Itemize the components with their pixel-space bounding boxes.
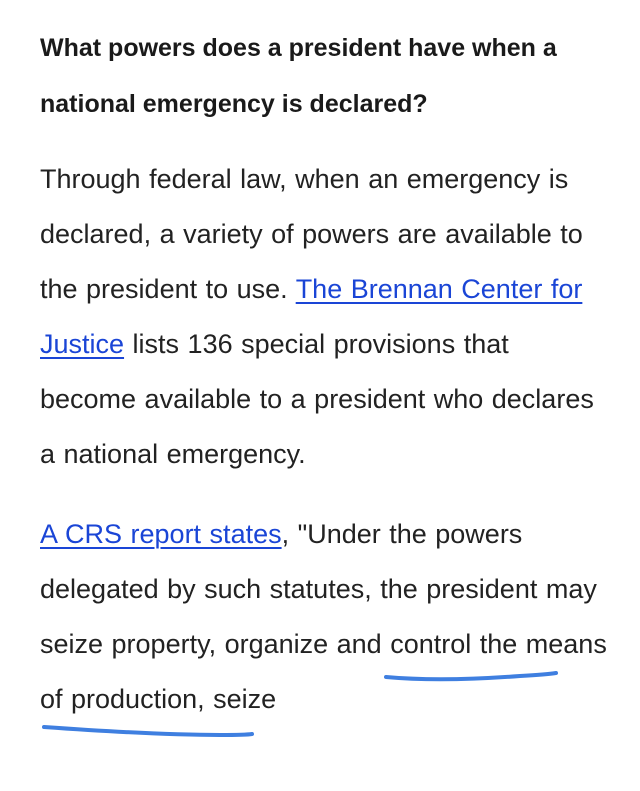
paragraph-emergency-powers bbox=[40, 152, 608, 482]
paragraph-text: , organize and control the means of production, seize bbox=[40, 629, 607, 714]
brennan-center-link[interactable]: The Brennan Center for Justice bbox=[40, 274, 583, 359]
crs-report-link[interactable]: A CRS report states bbox=[40, 519, 282, 549]
article-heading: What powers does a president have when a national emergency is declared? bbox=[40, 34, 557, 118]
highlighted-text: the president may seize property bbox=[40, 574, 597, 659]
paragraph-crs-report bbox=[40, 507, 608, 727]
underline-stroke-2 bbox=[44, 727, 252, 735]
paragraph-text: Through federal law, when an emergency is declared, a variety of powers are available to the president to use. bbox=[40, 164, 583, 304]
paragraph-text: lists 136 special provisions that become available to a president who declares a national emergency. bbox=[40, 329, 594, 469]
paragraph-text: , "Under the powers delegated by such statutes, bbox=[40, 519, 523, 604]
